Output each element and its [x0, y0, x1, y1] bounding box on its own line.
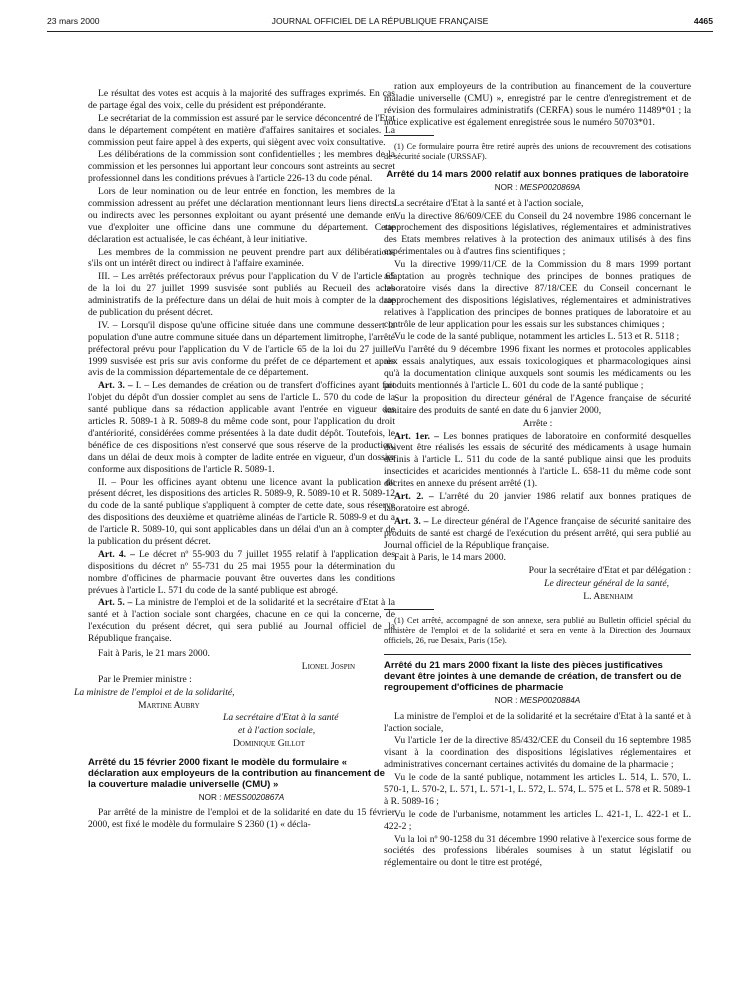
paragraph: ration aux employeurs de la contribution au financement de la couverture maladie universelle (CMU) », enregistré par le centre d'enregistrement et de révision des formulaires administratifs (CERFA) sous le numéro 11489*01 ; la notice explicative est également enregistrée sous le numéro 50703*01.	[384, 81, 691, 128]
article-text: Les bonnes pratiques de laboratoire en conformité desquelles doivent être réalisés les essais de sécurité des médicaments à usage humain définis à l'article L. 511 du code de la santé publique ainsi que les produits insecticides et acaricides mentionnés à l'article L. 658-11 du même code sont décrites en annexe du présent arrêté (1).	[384, 430, 691, 490]
paragraph: III. – Les arrêtés préfectoraux prévus pour l'application du V de l'article 65 de la loi du 27 juillet 1999 susvisée sont publiés au Recueil des actes administratifs de la préfecture dans un délai de huit mois à compter de la date de publication du présent décret.	[88, 271, 395, 319]
paragraph: Vu la loi nº 90-1258 du 31 décembre 1990 relative à l'exercice sous forme de sociétés des professions libérales soumises à un statut législatif ou réglementaire ou dont le titre est protégé,	[384, 833, 691, 869]
delegation-name: L. Abenhaim	[583, 591, 633, 603]
paragraph: II. – Pour les officines ayant obtenu une licence avant la publication du présent décret, les dispositions des articles R. 5089-9, R. 5089-10 et R. 5089-12 du code de la santé publique s'appliquent à compter de cette date, sous réserve des dispositions des deuxième et quatrième alinéas de l'article R. 5089-9 et du a de l'article R. 5089-10, qui sont applicables dans un délai d'un an à compter de la publication du présent décret.	[88, 476, 395, 547]
article-label: Art. 3. –	[394, 515, 429, 527]
paragraph: Sur la proposition du directeur général de l'Agence française de sécurité sanitaire des produits de santé en date du 6 janvier 2000,	[384, 392, 691, 416]
left-column	[74, 88, 395, 832]
section-title: Arrêté du 21 mars 2000 fixant la liste des pièces justificatives devant être jointes à une demande de création, de transfert ou de regroupement d'officines de pharmacie	[384, 660, 682, 693]
header-rule	[47, 31, 713, 32]
article-text: La ministre de l'emploi et de la solidarité et la secrétaire d'Etat à la santé et à l'action sociale sont chargées, chacune en ce qui la concerne, de l'exécution du présent décret, qui sera publié au Journal officiel de la République française.	[88, 597, 395, 645]
article-text: Le directeur général de l'Agence française de sécurité sanitaire des produits de santé est chargé de l'exécution du présent arrêté, qui sera publié au Journal officiel de la République française.	[384, 515, 691, 551]
paragraph: La ministre de l'emploi et de la solidarité et la secrétaire d'Etat à la santé et à l'action sociale,	[384, 710, 691, 734]
section-rule	[384, 654, 691, 655]
signature-place-date: Fait à Paris, le 14 mars 2000.	[394, 552, 506, 564]
delegation-line: Pour la secrétaire d'Etat et par délégation :	[528, 565, 691, 577]
signature-place-date: Fait à Paris, le 21 mars 2000.	[98, 647, 210, 659]
paragraph: Vu l'article 1er de la directive 85/432/CEE du Conseil du 16 septembre 1985 visant à la coordination des dispositions législatives réglementaires et administratives concernant certaines activités du domaine de la pharmacie ;	[384, 735, 691, 771]
article-text: I. – Les demandes de création ou de transfert d'officines ayant fait l'objet du dépôt d'un dossier complet au sens de l'article L. 570 du code de la santé publique dans sa rédaction applicable avant l'entrée en vigueur des articles R. 5089-1 à R. 5089-8 du même code sont, pour l'application du droit d'antériorité, considérées comme présentées à la date dudit dépôt. Toutefois, le bénéfice de ces dispositions n'est conservé que sous réserve de la production, dans un délai de deux mois à compter de ladite entrée en vigueur, d'un dossier conforme aux dispositions de l'article R. 5089-1.	[88, 380, 395, 475]
paragraph: IV. – Lorsqu'il dispose qu'une officine située dans une commune dessert la population d'une autre commune située dans un département limitrophe, l'arrêté préfectoral prévu pour l'application du V de l'article 65 de la loi du 27 juillet 1999 susvisée est pris sur avis conforme du préfet de ce département et après avis de la commission départementale de ce département.	[88, 319, 395, 379]
nor-reference	[384, 183, 691, 193]
nor-reference	[384, 696, 691, 706]
paragraph: Vu le code de la santé publique, notamment les articles L. 514, L. 570, L. 570-1, L. 570-2, L. 571, L. 571-1, L. 572, L. 574, L. 575 et L. 578 et R. 5089-1 à R. 5089-16 ;	[384, 772, 691, 807]
minister-name: Martine Aubry	[138, 699, 200, 711]
section-title: Arrêté du 14 mars 2000 relatif aux bonnes pratiques de laboratoire	[386, 168, 689, 180]
section-title: Arrêté du 15 février 2000 fixant le modèle du formulaire « déclaration aux employeurs de la contribution au financement de la couverture maladie universelle (CMU) »	[88, 757, 385, 790]
paragraph: Par arrêté de la ministre de l'emploi et de la solidarité en date du 15 février 2000, est fixé le modèle du formulaire S 2360 (1) « décla-	[88, 807, 395, 831]
paragraph: Vu le code de la santé publique, notamment les articles L. 513 et R. 5118 ;	[394, 331, 680, 343]
nor-code: MESS0020867A	[223, 793, 285, 803]
article-3	[88, 380, 395, 475]
paragraph: Vu la directive 1999/11/CE de la Commission du 8 mars 1999 portant adaptation au progrès technique des principes de bonnes pratiques de laboratoire visés dans la directive 87/18/CEE du Conseil concernant le rapprochement des dispositions législatives, réglementaires et administratives relatives à l'application des principes de bonnes pratiques de laboratoire et au contrôle de leur application pour les essais sur les substances chimiques ;	[384, 259, 691, 330]
secretary-title-line2: et à l'action sociale,	[238, 725, 316, 737]
article-1	[384, 431, 691, 490]
paragraph: La secrétaire d'Etat à la santé et à l'action sociale,	[394, 197, 584, 209]
article-text: Le décret nº 55-903 du 7 juillet 1955 relatif à l'application des dispositions du décret nº 55-731 du 25 mai 1955 pour la détermination du nombre d'officines de pharmacie pouvant être ouvertes dans les conditions prévues à l'article L. 571 du code de la santé publique est abrogé.	[88, 548, 395, 596]
nor-code: MESP0020884A	[519, 696, 581, 706]
article-label: Art. 1er. –	[394, 430, 439, 442]
header-page-number: 4465	[693, 16, 713, 26]
paragraph: Les membres de la commission ne peuvent prendre part aux délibérations s'ils ont un intérêt direct ou indirect à l'affaire examinée.	[88, 246, 395, 270]
signature-intro: Par le Premier ministre :	[98, 673, 192, 685]
footnote-rule	[384, 609, 434, 610]
footnote: (1) Ce formulaire pourra être retiré auprès des unions de recouvrement des cotisations de sécurité sociale (URSSAF).	[384, 141, 691, 161]
article-label: Art. 4. –	[98, 548, 135, 560]
right-column	[384, 81, 691, 870]
article-text: L'arrêté du 20 janvier 1986 relatif aux bonnes pratiques de laboratoire est abrogé.	[384, 491, 691, 514]
paragraph: Vu le code de l'urbanisme, notamment les articles L. 421-1, L. 422-1 et L. 422-2 ;	[384, 808, 691, 832]
article-label: Art. 2. –	[394, 491, 434, 502]
secretary-name: Dominique Gillot	[233, 738, 305, 750]
paragraph: Vu la directive 86/609/CEE du Conseil du 24 novembre 1986 concernant le rapprochement des dispositions législatives, réglementaires et administratives des Etats membres relatives à la protection des animaux utilisés à des fins expérimentales ou à d'autres fins scientifiques ;	[384, 210, 691, 258]
paragraph: Le résultat des votes est acquis à la majorité des suffrages exprimés. En cas de partage égal des voix, celle du président est prépondérante.	[88, 88, 395, 111]
delegation-title: Le directeur général de la santé,	[544, 578, 669, 590]
article-5	[88, 597, 395, 645]
paragraph: Vu l'arrêté du 9 décembre 1996 fixant les normes et protocoles applicables aux essais analytiques, aux essais toxicologiques et pharmacologiques ainsi qu'à la documentation clinique auxquels sont soumis les médicaments ou les produits mentionnés à l'article L. 601 du code de la santé publique ;	[384, 344, 691, 391]
signer-name: Lionel Jospin	[301, 660, 355, 672]
paragraph: Lors de leur nomination ou de leur entrée en fonction, les membres de la commission adressent au préfet une déclaration mentionnant leurs liens directs ou indirects avec les personnes exploitant ou ayant présenté une demande en vue d'exploiter une officine dans une commune du département. Cette déclaration est actualisée, le cas échéant, à leur initiative.	[88, 186, 395, 245]
article-2	[384, 491, 691, 515]
article-label: Art. 5. –	[98, 597, 133, 609]
minister-title: La ministre de l'emploi et de la solidarité,	[74, 686, 235, 698]
paragraph: Les délibérations de la commission sont confidentielles ; les membres de la commission et les personnes lui apportant leur concours sont astreints au secret professionnel dans les conditions prévues à l'article 226-13 du code pénal.	[88, 149, 395, 185]
article-4	[88, 549, 395, 597]
nor-label: NOR :	[494, 696, 520, 706]
secretary-title-line1: La secrétaire d'Etat à la santé	[223, 712, 339, 724]
nor-code: MESP0020869A	[519, 183, 581, 193]
paragraph: Le secrétariat de la commission est assuré par le service déconcentré de l'Etat dans le département compétent en matière d'affaires sanitaires et sociales. La commission peut faire appel à des experts, qui siègent avec voix consultative.	[88, 112, 395, 148]
article-label: Art. 3. –	[98, 380, 133, 392]
article-3	[384, 516, 691, 552]
header-date: 23 mars 2000	[47, 16, 100, 26]
nor-label: NOR :	[198, 793, 224, 803]
arrete-heading: Arrête :	[522, 417, 553, 429]
page-header	[47, 16, 713, 30]
footnote: (1) Cet arrêté, accompagné de son annexe, sera publié au Bulletin officiel spécial du ministère de l'emploi et de la solidarité et sera en vente à la Direction des Journaux officiels, 26, rue Desaix, Paris (15e).	[384, 616, 691, 646]
footnote-rule	[384, 135, 434, 136]
nor-reference	[88, 793, 395, 803]
nor-label: NOR :	[494, 183, 520, 193]
header-title: JOURNAL OFFICIEL DE LA RÉPUBLIQUE FRANÇAISE	[271, 16, 489, 26]
